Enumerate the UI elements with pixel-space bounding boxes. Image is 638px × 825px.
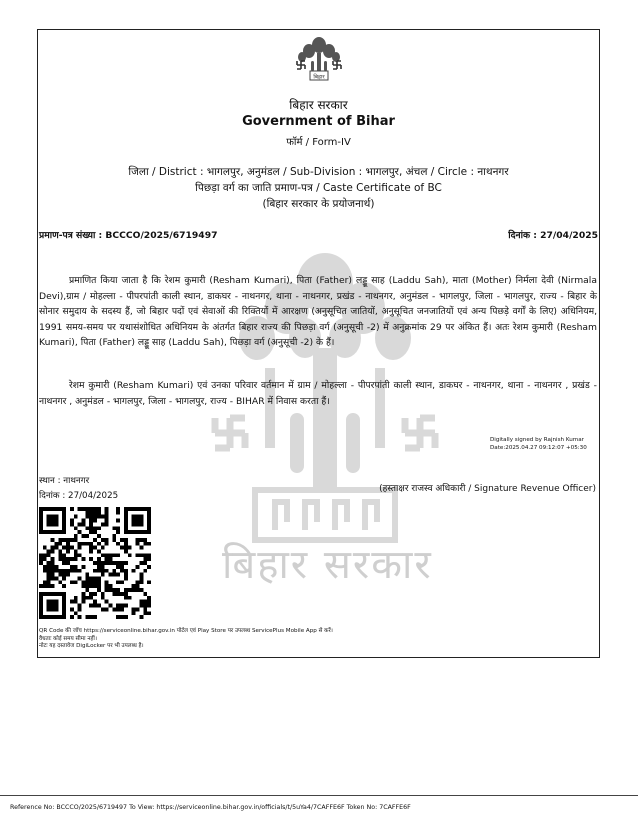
district-line: जिला / District : भागलपुर, अनुमंडल / Sub-Division : भागलपुर, अंचल / Circle : नाथनगर (128, 166, 509, 178)
validity-note: वैधताः कोई समय सीमा नहीं। (39, 635, 97, 642)
footer-divider (0, 795, 638, 796)
certificate-body-paragraph-2: रेशम कुमारी (Resham Kumari) एवं उनका परिवार वर्तमान में ग्राम / मोहल्ला - पीपरपांती काली स्थान, डाकघर - नाथनगर, थाना - नाथनगर , प्रखंड - नाथनगर , अनुमंडल - भागलपुर, जिला - भागलपुर, राज्य - BIHAR में निवास करता हैं। (39, 380, 597, 407)
signatory-label: (हस्ताक्षर राजस्व अधिकारी / Signature Revenue Officer) (379, 484, 596, 494)
digilocker-note: नोटः यह दस्तावेज DigiLocker पर भी उपलब्ध है। (39, 643, 144, 650)
purpose-line: (बिहार सरकार के प्रयोजनार्थ) (262, 198, 375, 210)
qr-notes (39, 628, 333, 651)
digital-signature-date: Date:2025.04.27 09:12:07 +05:30 (490, 445, 587, 451)
digital-signature-name: Digitally signed by Rajnish Kumar (490, 437, 584, 443)
place-date-line: दिनांक : 27/04/2025 (39, 491, 119, 501)
certificate-title: पिछड़ा वर्ग का जाति प्रमाण-पत्र / Caste Certificate of BC (195, 182, 442, 194)
certificate-number: प्रमाण-पत्र संख्या : BCCCO/2025/6719497 (39, 230, 218, 241)
form-label: फॉर्म / Form-IV (286, 137, 351, 148)
place-line: स्थान : नाथनगर (39, 476, 90, 486)
certificate-body-paragraph-1: प्रमाणित किया जाता है कि रेशम कुमारी (Resham Kumari), पिता (Father) लड्डू साह (Laddu Sah), माता (Mother) निर्मला देवी (Nirmala Devi),ग्राम / मोहल्ला - पीपरपांती काली स्थान, डाकघर - नाथनगर, थाना - नाथनगर, प्रखंड - नाथनगर, अनुमंडल - भागलपुर, जिला - भागलपुर, राज्य - बिहार के सोनार समुदाय के सदस्य हैं, जो बिहार पदों एवं सेवाओं की रिक्तियों में आरक्षण (अनुसूचित जातियों, अनुसूचित जनजातियों एवं अन्य पिछड़े वर्गों के लिए) अधिनियम, 1991 समय-समय पर यथासंशोधित अधिनियम के अंतर्गत बिहार राज्य की पिछड़ा वर्ग (अनुसूची -2) में अनुक्रमांक 29 पर अंकित हैं। अतः रेशम कुमारी (Resham Kumari), पिता (Father) लड्डू साह (Laddu Sah), पिछड़ा वर्ग (अनुसूची -2) के हैं। (39, 275, 597, 349)
qr-verify-note: QR Code की जाँच https://serviceonline.bihar.gov.in पोर्टल एवं Play Store पर उपलब्ध ServicePlus Mobile App से करें। (39, 628, 333, 634)
certificate-date: दिनांक : 27/04/2025 (508, 230, 598, 241)
hindi-title: बिहार सरकार (289, 98, 348, 112)
reference-footer[interactable]: Reference No: BCCCO/2025/6719497 To View: https://serviceonline.bihar.gov.in/officials/t/5uYa4/7CAFFE6F Token No: 7CAFFE6F (10, 804, 411, 811)
watermark-text: बिहार सरकार (222, 542, 433, 588)
verification-qr-code[interactable] (39, 507, 151, 619)
bihar-emblem-icon (293, 35, 345, 83)
english-title: Government of Bihar (242, 114, 395, 129)
digital-signature-block (490, 436, 587, 452)
emblem-label: बिहार (313, 74, 325, 81)
